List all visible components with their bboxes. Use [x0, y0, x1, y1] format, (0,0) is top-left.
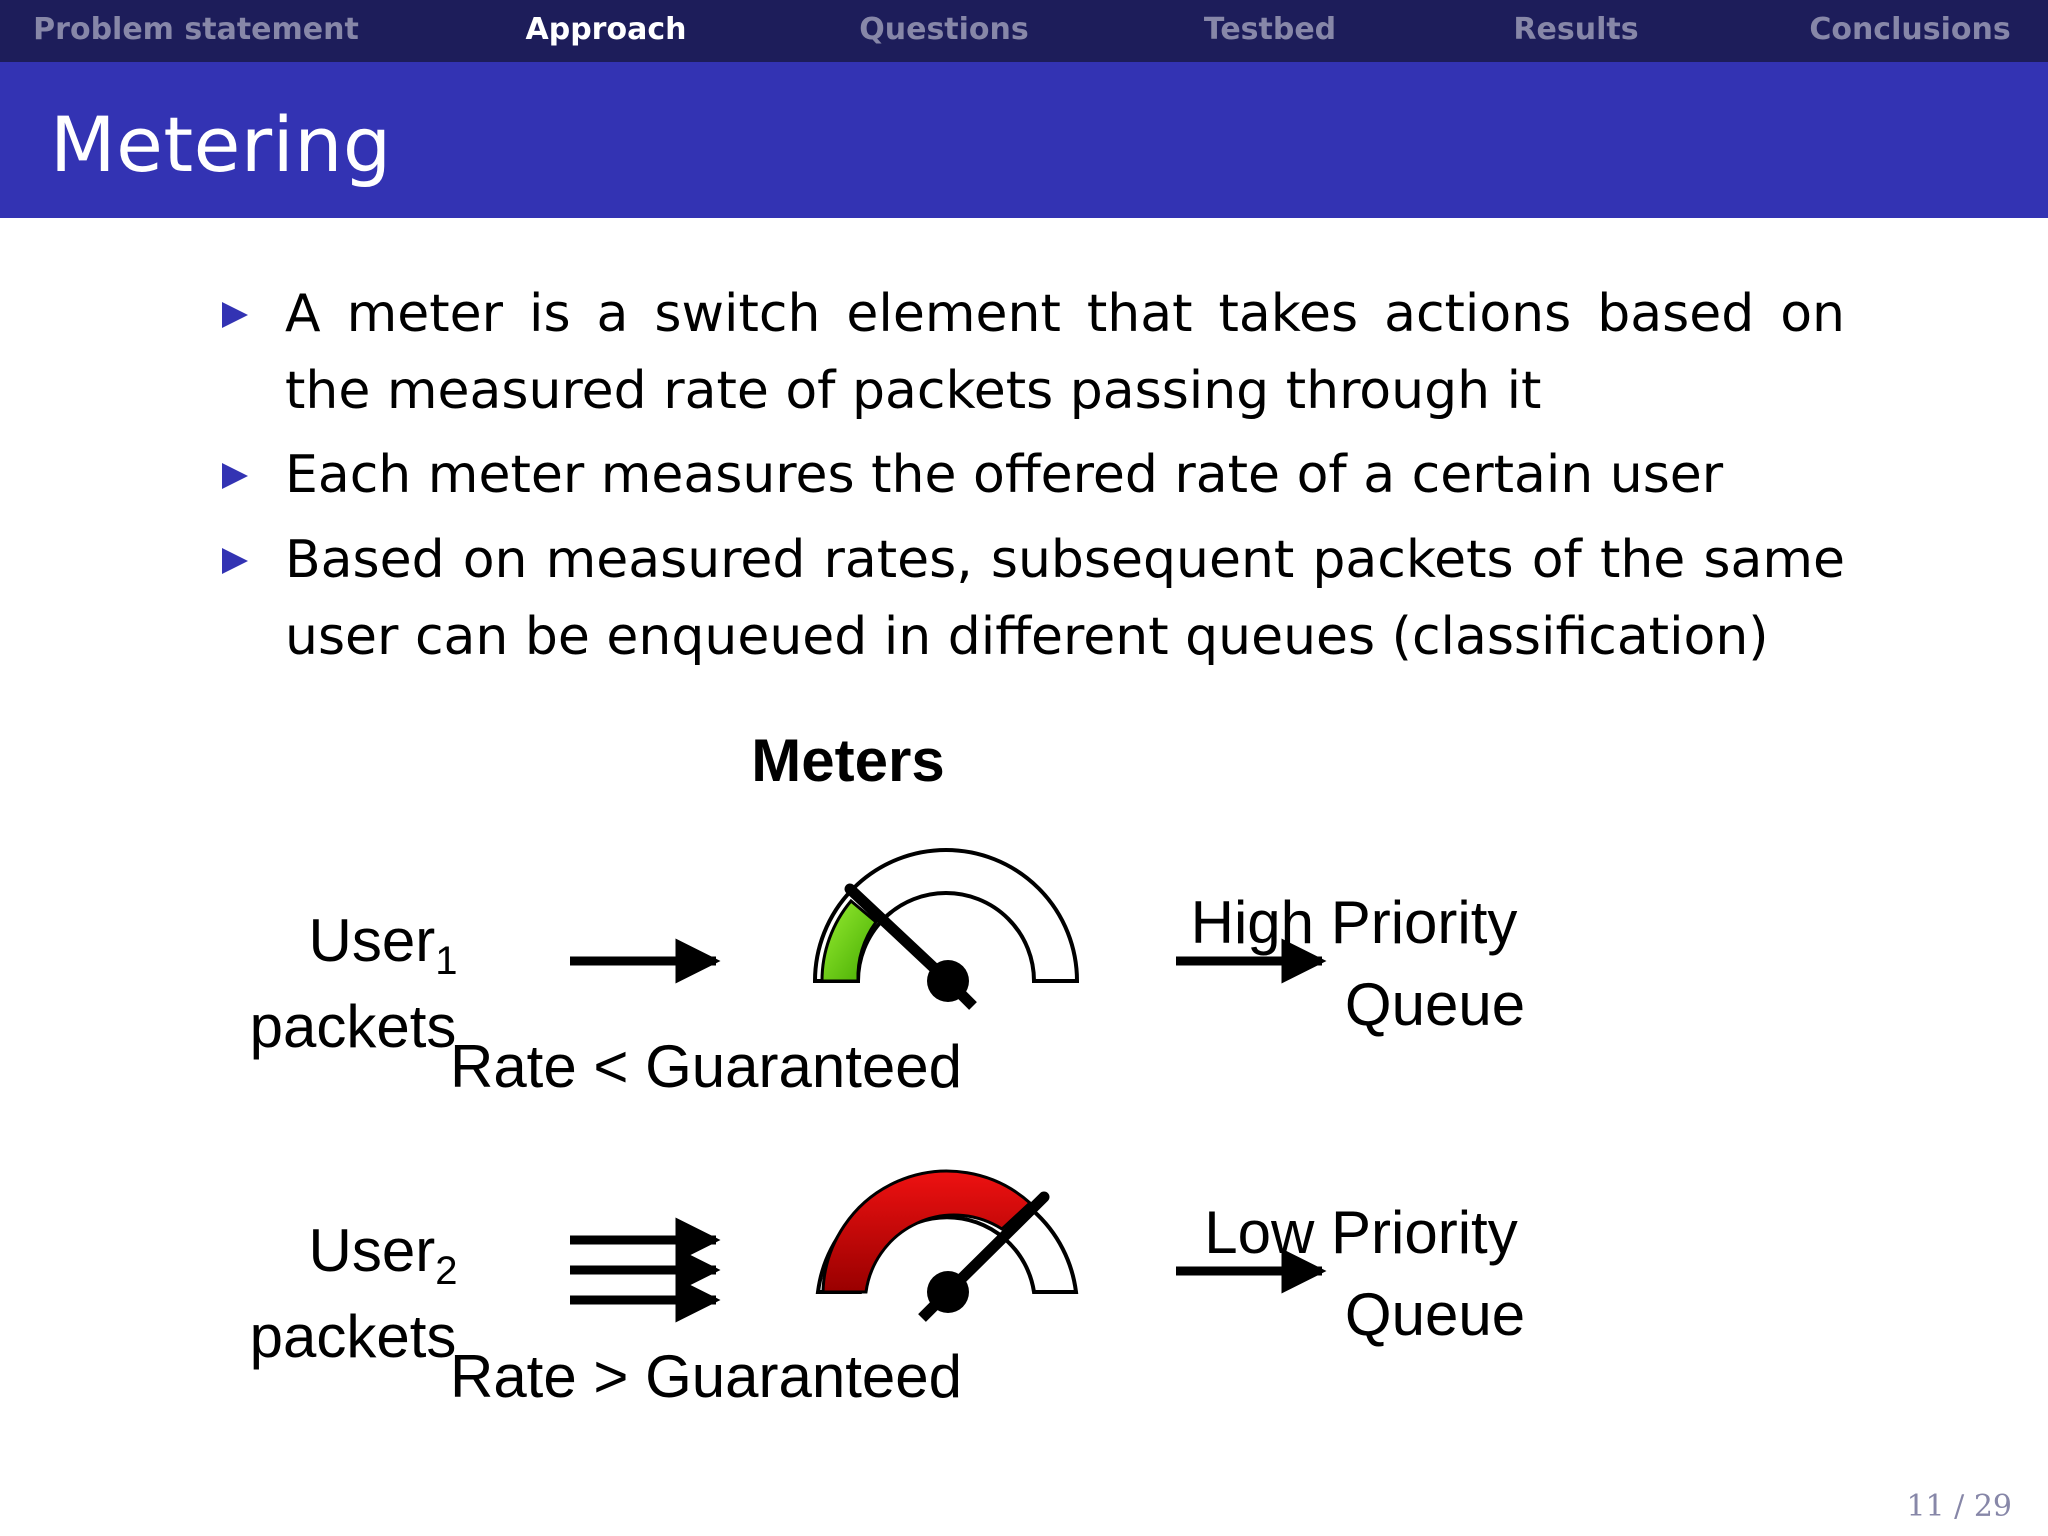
- user-label: User$_2$: [308, 1217, 458, 1293]
- diagram-heading: Meters: [751, 727, 945, 794]
- bullet-item: Each meter measures the offered rate of a certain user: [285, 445, 1724, 505]
- packets-label: packets: [249, 1303, 457, 1370]
- user-label: User$_1$: [308, 907, 458, 983]
- packets-label: packets: [249, 993, 457, 1060]
- queue-label-line2: Queue: [1344, 1281, 1526, 1348]
- queue-label-line1: High Priority: [1190, 889, 1518, 956]
- nav-item-problem-statement[interactable]: Problem statement: [33, 12, 359, 47]
- nav-item-conclusions[interactable]: Conclusions: [1809, 12, 2011, 47]
- gauge-high-icon: [818, 1171, 1076, 1318]
- nav-item-questions[interactable]: Questions: [859, 12, 1029, 47]
- queue-label-line1: Low Priority: [1204, 1199, 1518, 1266]
- bullet-item: A meter is a switch element that takes actions based on the measured rate of packets passing through it: [285, 284, 1845, 421]
- gauge-low-icon: [815, 850, 1077, 1006]
- nav-item-results[interactable]: Results: [1513, 12, 1639, 47]
- page-number: 11 / 29: [1906, 1489, 2012, 1524]
- nav-item-approach[interactable]: Approach: [525, 12, 687, 47]
- queue-label-line2: Queue: [1344, 971, 1526, 1038]
- slide-title: Metering: [50, 100, 392, 189]
- rate-condition-label: Rate > Guaranteed: [449, 1343, 963, 1410]
- bullet-item: Based on measured rates, subsequent packets of the same user can be enqueued in different queues (classification): [285, 530, 1845, 667]
- rate-condition-label: Rate < Guaranteed: [449, 1033, 963, 1100]
- nav-item-testbed[interactable]: Testbed: [1203, 12, 1337, 47]
